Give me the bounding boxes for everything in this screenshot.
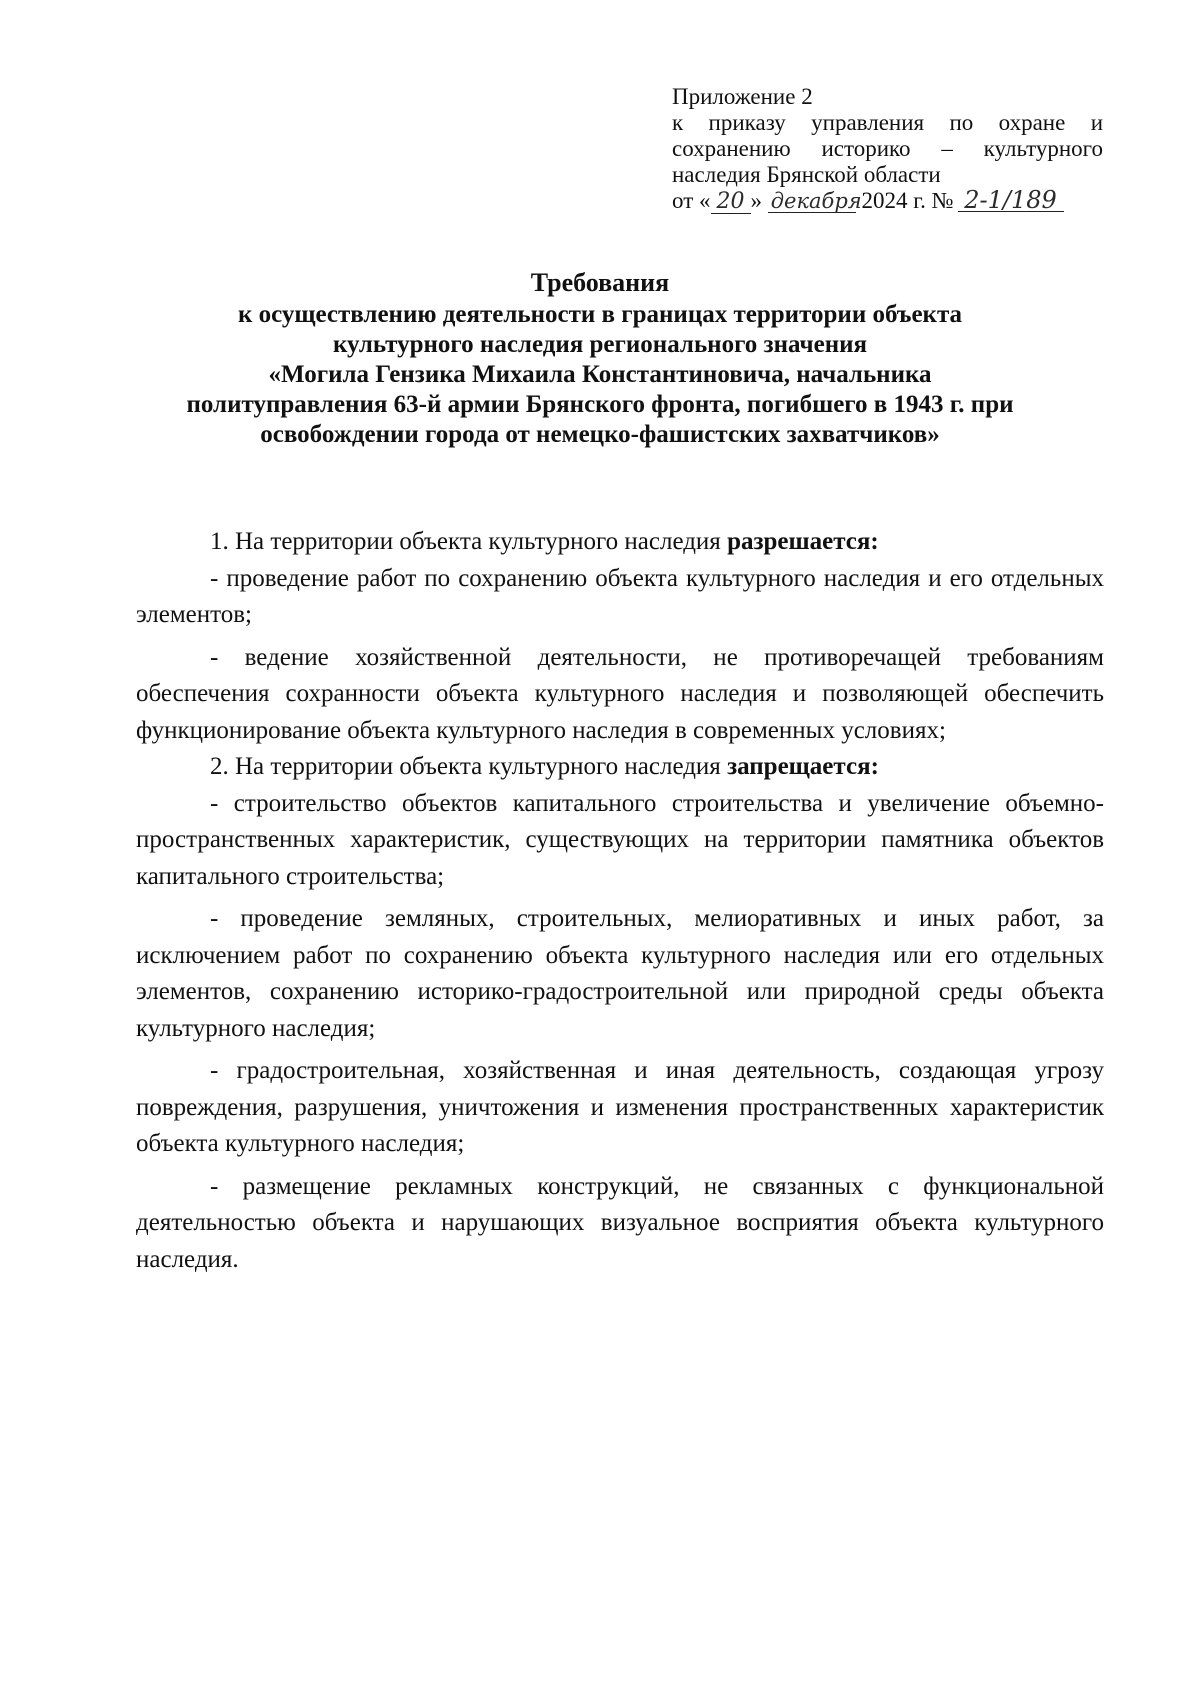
section-2-keyword: запрещается: xyxy=(727,753,879,780)
document-body xyxy=(136,524,1104,1278)
handwritten-order-number: 2-1/189 xyxy=(958,189,1064,212)
handwritten-month: декабря xyxy=(768,190,856,213)
title-line: к осуществлению деятельности в границах территории объекта xyxy=(237,301,963,328)
appendix-header xyxy=(672,84,1103,214)
section-2-item: - строительство объектов капитального строительства и увеличение объемно-пространственных характеристик, существующих на территории памятника объектов капитального строительства; xyxy=(136,789,1104,890)
section-1-intro xyxy=(136,524,1104,561)
date-year: 2024 г. № xyxy=(861,188,954,213)
title-line: освобождении города от немецко-фашистских захватчиков» xyxy=(260,421,940,448)
date-quote-close: » xyxy=(750,188,762,213)
section-1-keyword: разрешается: xyxy=(727,528,879,555)
appendix-line-region: наследия Брянской области xyxy=(672,162,941,187)
section-2-intro xyxy=(136,749,1104,786)
section-1-item: - ведение хозяйственной деятельности, не противоречащей требованиям обеспечения сохранности объекта культурного наследия и позволяющей обеспечить функционирование объекта культурного наследия в современных условиях; xyxy=(136,643,1104,744)
section-2-item: - размещение рекламных конструкций, не связанных с функциональной деятельностью объекта и нарушающих визуальное восприятия объекта культурного наследия. xyxy=(136,1172,1104,1273)
appendix-line-department: сохранению историко – культурного xyxy=(672,136,1103,161)
section-2-intro-text: 2. На территории объекта культурного наследия xyxy=(210,753,728,780)
title-heading: Требования xyxy=(530,268,670,297)
date-prefix: от « xyxy=(672,188,711,213)
handwritten-day: 20 xyxy=(711,191,751,214)
appendix-line-order: к приказу управления по охране и xyxy=(672,110,1103,135)
title-line: «Могила Гензика Михаила Константиновича, начальника xyxy=(268,361,932,388)
section-1-intro-text: 1. На территории объекта культурного наследия xyxy=(210,528,728,555)
appendix-date-line xyxy=(672,188,1103,214)
section-1-item: - проведение работ по сохранению объекта культурного наследия и его отдельных элементов; xyxy=(136,564,1104,628)
document-title xyxy=(130,268,1070,450)
title-line: культурного наследия регионального значения xyxy=(332,331,868,358)
section-2-item: - градостроительная, хозяйственная и иная деятельность, создающая угрозу повреждения, разрушения, уничтожения и изменения пространственных характеристик объекта культурного наследия; xyxy=(136,1057,1104,1157)
section-2-item: - проведение земляных, строительных, мелиоративных и иных работ, за исключением работ по сохранению объекта культурного наследия или его отдельных элементов, сохранению историко-градостроительной или природной среды объекта культурного наследия; xyxy=(136,905,1104,1042)
appendix-title: Приложение 2 xyxy=(672,84,813,109)
title-line: политуправления 63-й армии Брянского фронта, погибшего в 1943 г. при xyxy=(186,391,1014,418)
